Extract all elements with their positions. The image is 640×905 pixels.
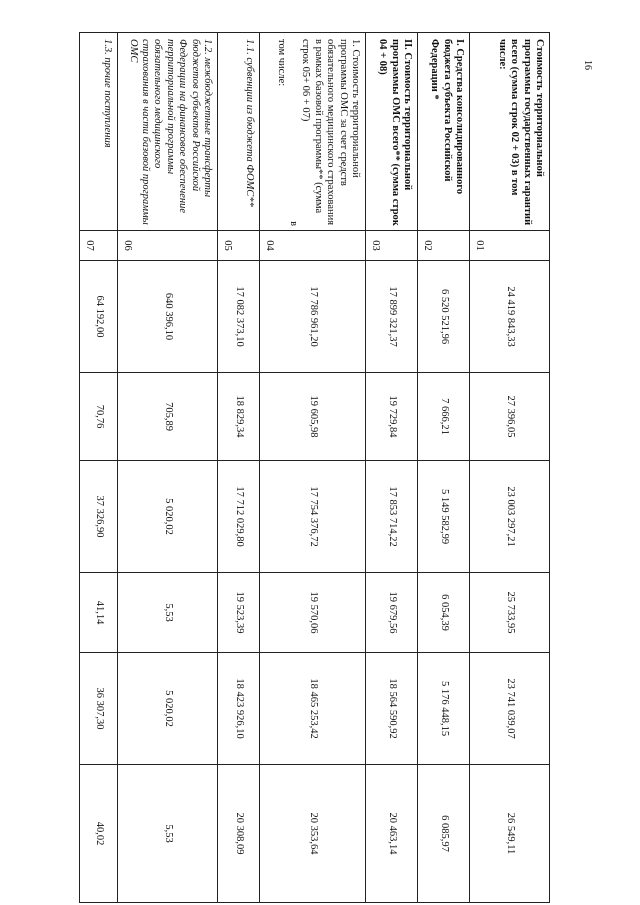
value-cell: 17 082 373,10: [218, 261, 260, 373]
value-cell: 19 523,39: [218, 573, 260, 653]
row-name: II. Стоимость территориальной программы ОМС всего** (сумма строк 04 + 08): [377, 39, 413, 226]
value-cell: 7 666,21: [418, 373, 470, 461]
value-cell: 17 712 029,80: [218, 461, 260, 573]
value-cell: 18 423 926,10: [218, 653, 260, 765]
table-body: [80, 33, 550, 903]
row-name-cell: [418, 33, 470, 231]
row-name-cell: [366, 33, 418, 231]
value-cell: 19 605,98: [260, 373, 366, 461]
value-cell: 5 149 582,99: [418, 461, 470, 573]
value-cell: 20 353,64: [260, 765, 366, 903]
value-cell: 17 754 376,72: [260, 461, 366, 573]
row-code: 02: [418, 231, 470, 261]
row-code: 05: [218, 231, 260, 261]
value-cell: 18 829,34: [218, 373, 260, 461]
row-code: 07: [80, 231, 118, 261]
value-cell: 705,89: [118, 373, 218, 461]
value-cell: 23 003 297,21: [470, 461, 550, 573]
row-code: 03: [366, 231, 418, 261]
value-cell: 17 899 321,37: [366, 261, 418, 373]
value-cell: 5 176 448,15: [418, 653, 470, 765]
value-cell: 5,53: [118, 765, 218, 903]
value-cell: 640 396,10: [118, 261, 218, 373]
value-cell: 6 520 521,96: [418, 261, 470, 373]
table-row: [80, 33, 118, 903]
page-number: 16: [582, 60, 593, 70]
value-cell: 18 465 253,42: [260, 653, 366, 765]
value-cell: 5 020,02: [118, 461, 218, 573]
value-cell: 20 463,14: [366, 765, 418, 903]
value-cell: 23 741 039,07: [470, 653, 550, 765]
row-name: 1.2. межбюджетные трансферты бюджетов субъектов Российской Федерации на финансовое обеспечение территориальной программы обязательного медицинского страхования в части базовой программы ОМС: [127, 39, 213, 225]
table-row: [418, 33, 470, 903]
row-name-after: том числе:: [276, 39, 288, 87]
row-name-cell: [118, 33, 218, 231]
row-name: 1. Стоимость территориальной программы ОМС за счет средств обязательного медицинского страхования в рамках базовой программы** (сумма строк 05+ 06 + 07): [300, 39, 361, 226]
row-name: Стоимость территориальной программы государственных гарантий всего (сумма строк 02 + 03) в том числе:: [496, 39, 545, 226]
value-cell: 6 054,39: [418, 573, 470, 653]
value-cell: 36 307,30: [80, 653, 118, 765]
value-cell: 37 326,90: [80, 461, 118, 573]
value-cell: 25 733,95: [470, 573, 550, 653]
row-name-cell: [218, 33, 260, 231]
value-cell: 19 679,56: [366, 573, 418, 653]
value-cell: 17 853 714,22: [366, 461, 418, 573]
value-cell: 18 564 590,92: [366, 653, 418, 765]
row-name: I. Средства консолидированного бюджета субъекта Российской Федерации *: [429, 39, 465, 195]
financing-table: [79, 32, 550, 903]
row-name: 1.3. прочие поступления: [102, 39, 113, 148]
row-name: 1.1. субвенции из бюджета ФОМС**: [244, 39, 255, 207]
value-cell: 19 729,84: [366, 373, 418, 461]
row-name-cell: [470, 33, 550, 231]
value-cell: 27 396,05: [470, 373, 550, 461]
value-cell: 41,14: [80, 573, 118, 653]
row-code: 01: [470, 231, 550, 261]
value-cell: 5,53: [118, 573, 218, 653]
table-row: [366, 33, 418, 903]
table-row: [470, 33, 550, 903]
value-cell: 26 549,11: [470, 765, 550, 903]
value-cell: 64 192,00: [80, 261, 118, 373]
value-cell: 17 786 961,20: [260, 261, 366, 373]
value-cell: 70,76: [80, 373, 118, 461]
row-code: 06: [118, 231, 218, 261]
value-cell: 19 570,06: [260, 573, 366, 653]
value-cell: 6 085,97: [418, 765, 470, 903]
row-code: 04: [260, 231, 366, 261]
table-row: [218, 33, 260, 903]
value-cell: 40,02: [80, 765, 118, 903]
row-name-tail: в: [288, 221, 300, 226]
row-name-cell: [260, 33, 366, 231]
table-row: [118, 33, 218, 903]
row-name-cell: [80, 33, 118, 231]
value-cell: 24 419 843,33: [470, 261, 550, 373]
value-cell: 20 308,09: [218, 765, 260, 903]
table-row: [260, 33, 366, 903]
value-cell: 5 020,02: [118, 653, 218, 765]
rotated-table-container: [80, 32, 550, 902]
